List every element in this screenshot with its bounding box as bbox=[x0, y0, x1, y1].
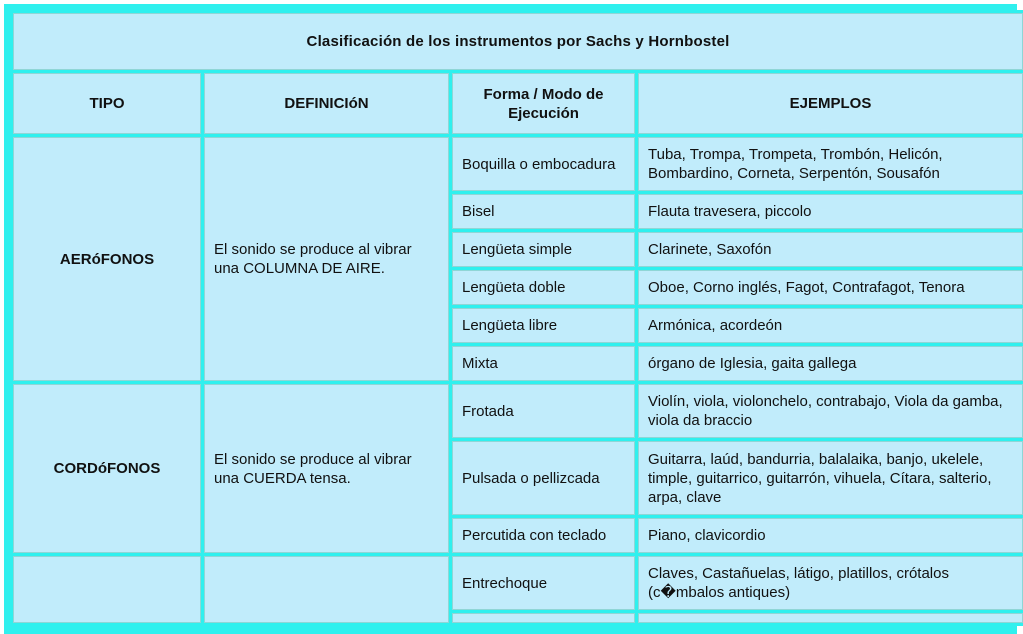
forma-cell: Lengüeta libre bbox=[452, 308, 635, 343]
forma-cell: Bisel bbox=[452, 194, 635, 229]
definicion-cell-aerofonos: El sonido se produce al vibrar una COLUMNA DE AIRE. bbox=[204, 137, 449, 381]
table-row bbox=[13, 556, 1023, 610]
tipo-cell-aerofonos: AERóFONOS bbox=[13, 137, 201, 381]
header-forma: Forma / Modo de Ejecución bbox=[452, 73, 635, 134]
header-tipo: TIPO bbox=[13, 73, 201, 134]
table-row bbox=[13, 137, 1023, 191]
forma-cell: Mixta bbox=[452, 346, 635, 381]
definicion-cell-group3 bbox=[204, 556, 449, 623]
ejemplos-cell bbox=[638, 613, 1023, 623]
forma-cell: Pulsada o pellizcada bbox=[452, 441, 635, 515]
ejemplos-cell: Violín, viola, violonchelo, contrabajo, Viola da gamba, viola da braccio bbox=[638, 384, 1023, 438]
header-definicion: DEFINICIóN bbox=[204, 73, 449, 134]
forma-cell: Lengüeta simple bbox=[452, 232, 635, 267]
tipo-cell-cordofonos: CORDóFONOS bbox=[13, 384, 201, 553]
ejemplos-cell: Oboe, Corno inglés, Fagot, Contrafagot, Tenora bbox=[638, 270, 1023, 305]
ejemplos-cell: Flauta travesera, piccolo bbox=[638, 194, 1023, 229]
forma-cell: Entrechoque bbox=[452, 556, 635, 610]
tipo-cell-group3 bbox=[13, 556, 201, 623]
ejemplos-cell: órgano de Iglesia, gaita gallega bbox=[638, 346, 1023, 381]
forma-cell: Frotada bbox=[452, 384, 635, 438]
table-frame bbox=[4, 4, 1017, 634]
ejemplos-cell: Claves, Castañuelas, látigo, platillos, crótalos (c�mbalos antiques) bbox=[638, 556, 1023, 610]
ejemplos-cell: Tuba, Trompa, Trompeta, Trombón, Helicón, Bombardino, Corneta, Serpentón, Sousafón bbox=[638, 137, 1023, 191]
table-row bbox=[13, 384, 1023, 438]
table-title: Clasificación de los instrumentos por Sachs y Hornbostel bbox=[13, 13, 1023, 70]
forma-cell bbox=[452, 613, 635, 623]
ejemplos-cell: Armónica, acordeón bbox=[638, 308, 1023, 343]
header-ejemplos: EJEMPLOS bbox=[638, 73, 1023, 134]
classification-table bbox=[10, 10, 1023, 626]
header-row bbox=[13, 73, 1023, 134]
ejemplos-cell: Clarinete, Saxofón bbox=[638, 232, 1023, 267]
ejemplos-cell: Piano, clavicordio bbox=[638, 518, 1023, 553]
forma-cell: Percutida con teclado bbox=[452, 518, 635, 553]
definicion-cell-cordofonos: El sonido se produce al vibrar una CUERDA tensa. bbox=[204, 384, 449, 553]
ejemplos-cell: Guitarra, laúd, bandurria, balalaika, banjo, ukelele, timple, guitarrico, guitarrón, vihuela, Cítara, salterio, arpa, clave bbox=[638, 441, 1023, 515]
forma-cell: Lengüeta doble bbox=[452, 270, 635, 305]
forma-cell: Boquilla o embocadura bbox=[452, 137, 635, 191]
